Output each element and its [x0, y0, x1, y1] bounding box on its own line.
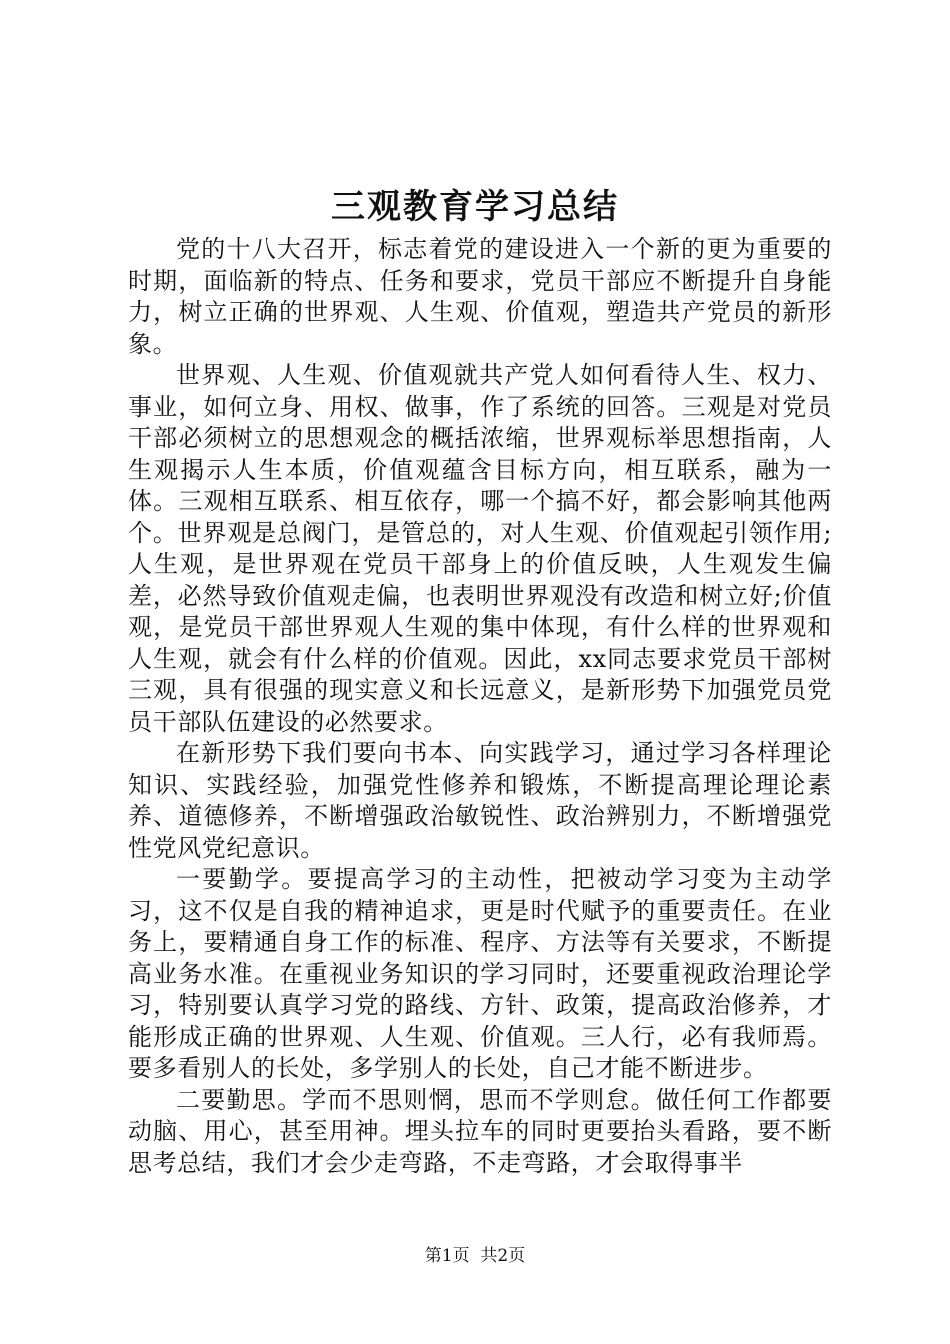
footer-separator [470, 1246, 481, 1266]
page-number: 第1页 [424, 1246, 470, 1266]
document-body [128, 234, 832, 1179]
paragraph-3: 在新形势下我们要向书本、向实践学习，通过学习各样理论知识、实践经验，加强党性修养和锻炼，不断提高理论理论素养、道德修养，不断增强政治敏锐性、政治辨别力，不断增强党性党风党纪意识。 [128, 739, 832, 862]
document-title: 三观教育学习总结 [331, 187, 619, 227]
page-total: 共2页 [480, 1246, 526, 1266]
page-footer [0, 1244, 950, 1268]
paragraph-5: 二要勤思。学而不思则惘，思而不学则怠。做任何工作都要动脑、用心，甚至用神。埋头拉车的同时更要抬头看路，要不断思考总结，我们才会少走弯路，不走弯路，才会取得事半 [128, 1085, 832, 1177]
paragraph-2: 世界观、人生观、价值观就共产党人如何看待人生、权力、事业，如何立身、用权、做事，作了系统的回答。三观是对党员干部必须树立的思想观念的概括浓缩，世界观标举思想指南，人生观揭示人生本质，价值观蕴含目标方向，相互联系，融为一体。三观相互联系、相互依存，哪一个搞不好，都会影响其他两个。世界观是总阀门，是管总的，对人生观、价值观起引领作用;人生观，是世界观在党员干部身上的价值反映，人生观发生偏差，必然导致价值观走偏，也表明世界观没有改造和树立好;价值观，是党员干部世界观人生观的集中体现，有什么样的世界观和人生观，就会有什么样的价值观。因此，xx同志要求党员干部树三观，具有很强的现实意义和长远意义，是新形势下加强党员党员干部队伍建设的必然要求。 [128, 361, 832, 736]
paragraph-4: 一要勤学。要提高学习的主动性，把被动学习变为主动学习，这不仅是自我的精神追求，更是时代赋予的重要责任。在业务上，要精通自身工作的标准、程序、方法等有关要求，不断提高业务水准。在重视业务知识的学习同时，还要重视政治理论学习，特别要认真学习党的路线、方针、政策，提高政治修养，才能形成正确的世界观、人生观、价值观。三人行，必有我师焉。要多看别人的长处，多学别人的长处，自己才能不断进步。 [128, 865, 832, 1082]
paragraph-1: 党的十八大召开，标志着党的建设进入一个新的更为重要的时期，面临新的特点、任务和要求，党员干部应不断提升自身能力，树立正确的世界观、人生观、价值观，塑造共产党员的新形象。 [128, 235, 832, 358]
